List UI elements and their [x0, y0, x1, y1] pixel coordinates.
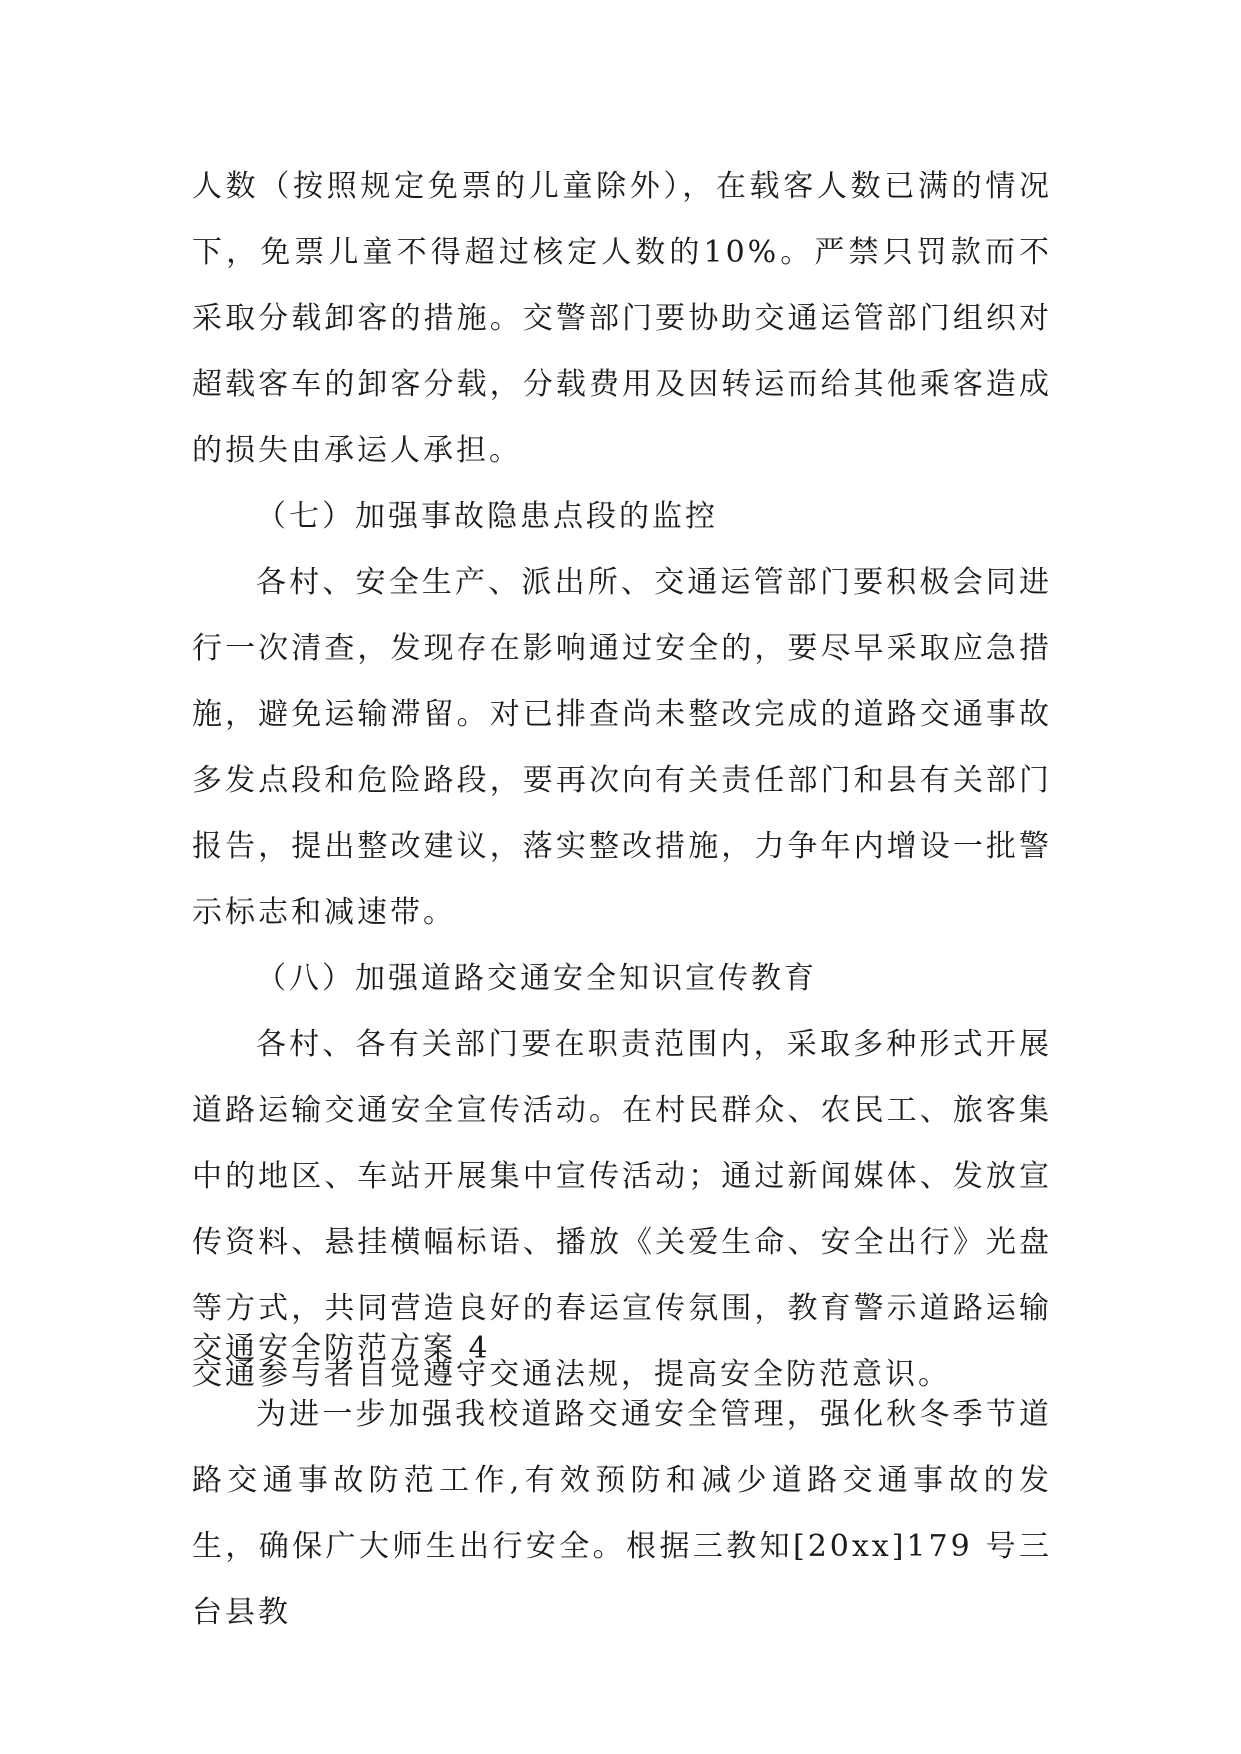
- document-body-upper: [192, 154, 1052, 1408]
- plan-intro-paragraph: 为进一步加强我校道路交通安全管理，强化秋冬季节道路交通事故防范工作,有效预防和减少道路交通事故的发生，确保广大师生出行安全。根据三教知[20xx]179 号三台县教: [192, 1397, 1052, 1630]
- document-body-lower: [192, 1316, 1052, 1646]
- paragraph-continued: 人数（按照规定免票的儿童除外），在载客人数已满的情况下，免票儿童不得超过核定人数的10%。严禁只罚款而不采取分载卸客的措施。交警部门要协助交通运管部门组织对超载客车的卸客分载，分载费用及因转运而给其他乘客造成的损失由承运人承担。: [192, 169, 1052, 468]
- section-heading-8: （八）加强道路交通安全知识宣传教育: [256, 961, 817, 996]
- section-heading-7: （七）加强事故隐患点段的监控: [256, 499, 718, 534]
- section-body-8: 各村、各有关部门要在职责范围内，采取多种形式开展道路运输交通安全宣传活动。在村民群众、农民工、旅客集中的地区、车站开展集中宣传活动；通过新闻媒体、发放宣传资料、悬挂横幅标语、播放《关爱生命、安全出行》光盘等方式，共同营造良好的春运宣传氛围，教育警示道路运输交通参与者自觉遵守交通法规，提高安全防范意识。: [192, 1027, 1052, 1392]
- section-body-7: 各村、安全生产、派出所、交通运管部门要积极会同进行一次清查，发现存在影响通过安全的，要尽早采取应急措施，避免运输滞留。对已排查尚未整改完成的道路交通事故多发点段和危险路段，要再次向有关责任部门和县有关部门报告，提出整改建议，落实整改措施，力争年内增设一批警示标志和减速带。: [192, 565, 1052, 930]
- plan-title: 交通安全防范方案 4: [192, 1331, 491, 1366]
